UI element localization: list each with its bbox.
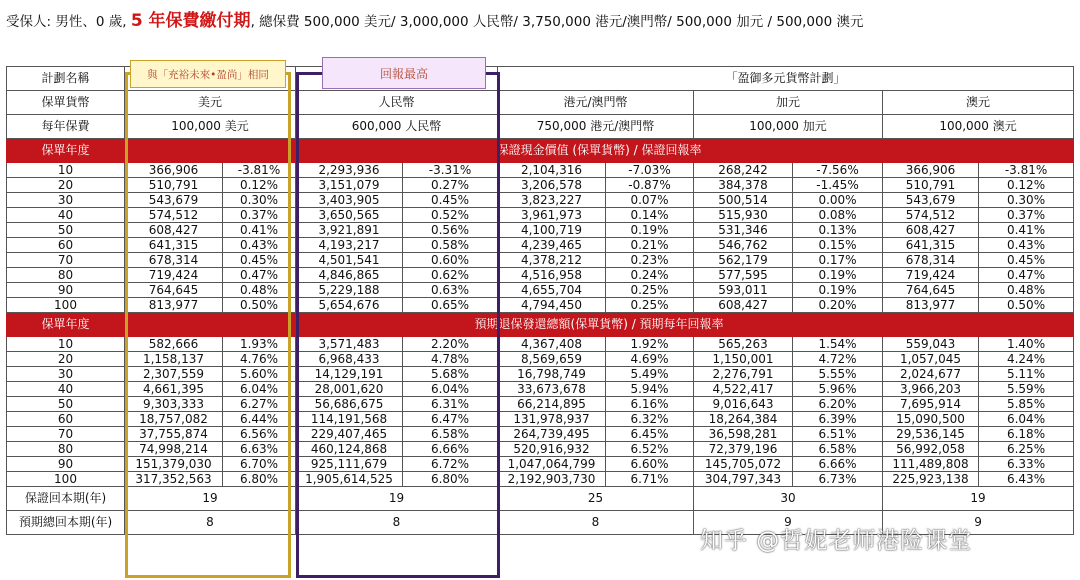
rate-cell: 6.25% xyxy=(979,442,1074,457)
amount-cell: 1,057,045 xyxy=(883,352,979,367)
currency-cad: 加元 xyxy=(694,91,883,115)
amount-cell: 678,314 xyxy=(883,253,979,268)
rate-cell: 0.37% xyxy=(979,208,1074,223)
rate-cell: 6.04% xyxy=(403,382,498,397)
policy-year-cell: 90 xyxy=(7,457,125,472)
premium-hkd: 750,000 港元/澳門幣 xyxy=(498,115,694,139)
amount-cell: 719,424 xyxy=(125,268,223,283)
amount-cell: 460,124,868 xyxy=(296,442,403,457)
currency-rmb: 人民幣 xyxy=(296,91,498,115)
expected-row xyxy=(7,382,1074,397)
rate-cell: 6.31% xyxy=(403,397,498,412)
amount-cell: 608,427 xyxy=(694,298,793,313)
expected-row xyxy=(7,352,1074,367)
amount-cell: 4,516,958 xyxy=(498,268,606,283)
rate-cell: 5.85% xyxy=(979,397,1074,412)
policy-year-cell: 30 xyxy=(7,193,125,208)
rate-cell: 5.68% xyxy=(403,367,498,382)
amount-cell: 593,011 xyxy=(694,283,793,298)
policy-year-cell: 100 xyxy=(7,298,125,313)
amount-cell: 562,179 xyxy=(694,253,793,268)
amount-cell: 515,930 xyxy=(694,208,793,223)
amount-cell: 7,695,914 xyxy=(883,397,979,412)
currency-aud: 澳元 xyxy=(883,91,1074,115)
amount-cell: 520,916,932 xyxy=(498,442,606,457)
amount-cell: 264,739,495 xyxy=(498,427,606,442)
expected-breakeven-value: 9 xyxy=(694,511,883,535)
section-expected-title: 預期退保發還總額(保單貨幣) / 預期每年回報率 xyxy=(125,313,1074,337)
amount-cell: 574,512 xyxy=(125,208,223,223)
amount-cell: 543,679 xyxy=(125,193,223,208)
rate-cell: 0.30% xyxy=(979,193,1074,208)
rate-cell: 4.72% xyxy=(793,352,883,367)
plan-name-value: 「盈御多元貨幣計劃」 xyxy=(498,67,1074,91)
amount-cell: 304,797,343 xyxy=(694,472,793,487)
currency-hkd: 港元/澳門幣 xyxy=(498,91,694,115)
policy-year-cell: 20 xyxy=(7,352,125,367)
expected-breakeven-value: 8 xyxy=(125,511,296,535)
rate-cell: 0.60% xyxy=(403,253,498,268)
amount-cell: 145,705,072 xyxy=(694,457,793,472)
rate-cell: 6.71% xyxy=(606,472,694,487)
premium-label: 每年保費 xyxy=(7,115,125,139)
rate-cell: 0.43% xyxy=(979,238,1074,253)
amount-cell: 56,992,058 xyxy=(883,442,979,457)
policy-year-cell: 20 xyxy=(7,178,125,193)
amount-cell: 28,001,620 xyxy=(296,382,403,397)
rate-cell: 4.78% xyxy=(403,352,498,367)
expected-row xyxy=(7,397,1074,412)
rate-cell: 0.41% xyxy=(979,223,1074,238)
amount-cell: 3,961,973 xyxy=(498,208,606,223)
amount-cell: 719,424 xyxy=(883,268,979,283)
guaranteed-breakeven-row xyxy=(7,487,1074,511)
rate-cell: 5.55% xyxy=(793,367,883,382)
policy-year-cell: 50 xyxy=(7,397,125,412)
amount-cell: 510,791 xyxy=(125,178,223,193)
policy-year-cell: 10 xyxy=(7,337,125,352)
premium-rmb: 600,000 人民幣 xyxy=(296,115,498,139)
rate-cell: 0.07% xyxy=(606,193,694,208)
expected-row xyxy=(7,337,1074,352)
amount-cell: 225,923,138 xyxy=(883,472,979,487)
amount-cell: 4,846,865 xyxy=(296,268,403,283)
amount-cell: 3,823,227 xyxy=(498,193,606,208)
rate-cell: -3.81% xyxy=(223,163,296,178)
amount-cell: 2,293,936 xyxy=(296,163,403,178)
insured-summary xyxy=(6,6,863,31)
rate-cell: 0.56% xyxy=(403,223,498,238)
rate-cell: 0.14% xyxy=(606,208,694,223)
amount-cell: 608,427 xyxy=(125,223,223,238)
expected-row xyxy=(7,442,1074,457)
rate-cell: 6.18% xyxy=(979,427,1074,442)
rate-cell: 0.12% xyxy=(223,178,296,193)
rate-cell: 6.47% xyxy=(403,412,498,427)
rate-cell: 6.80% xyxy=(403,472,498,487)
rate-cell: 6.58% xyxy=(403,427,498,442)
rate-cell: 0.21% xyxy=(606,238,694,253)
rate-cell: 6.27% xyxy=(223,397,296,412)
guaranteed-breakeven-value: 19 xyxy=(296,487,498,511)
rate-cell: 6.80% xyxy=(223,472,296,487)
guaranteed-row xyxy=(7,268,1074,283)
amount-cell: 317,352,563 xyxy=(125,472,223,487)
rate-cell: 0.19% xyxy=(793,268,883,283)
expected-row xyxy=(7,427,1074,442)
rate-cell: 0.19% xyxy=(793,283,883,298)
amount-cell: 8,569,659 xyxy=(498,352,606,367)
amount-cell: 9,303,333 xyxy=(125,397,223,412)
amount-cell: 3,966,203 xyxy=(883,382,979,397)
rate-cell: 5.49% xyxy=(606,367,694,382)
same-as-plan-tag: 與「充裕未來•盈尚」相同 xyxy=(130,60,286,88)
rate-cell: 0.12% xyxy=(979,178,1074,193)
amount-cell: 546,762 xyxy=(694,238,793,253)
amount-cell: 574,512 xyxy=(883,208,979,223)
guaranteed-row xyxy=(7,238,1074,253)
premium-row xyxy=(7,115,1074,139)
amount-cell: 1,150,001 xyxy=(694,352,793,367)
rate-cell: 0.62% xyxy=(403,268,498,283)
amount-cell: 764,645 xyxy=(125,283,223,298)
rate-cell: -7.03% xyxy=(606,163,694,178)
guaranteed-breakeven-label: 保證回本期(年) xyxy=(7,487,125,511)
amount-cell: 14,129,191 xyxy=(296,367,403,382)
rate-cell: 6.70% xyxy=(223,457,296,472)
amount-cell: 764,645 xyxy=(883,283,979,298)
amount-cell: 1,158,137 xyxy=(125,352,223,367)
amount-cell: 582,666 xyxy=(125,337,223,352)
rate-cell: 5.60% xyxy=(223,367,296,382)
rate-cell: 6.20% xyxy=(793,397,883,412)
rate-cell: 6.16% xyxy=(606,397,694,412)
amount-cell: 3,571,483 xyxy=(296,337,403,352)
amount-cell: 6,968,433 xyxy=(296,352,403,367)
expected-row xyxy=(7,457,1074,472)
rate-cell: 6.60% xyxy=(606,457,694,472)
guaranteed-row xyxy=(7,298,1074,313)
expected-row xyxy=(7,412,1074,427)
amount-cell: 5,229,188 xyxy=(296,283,403,298)
policy-year-cell: 70 xyxy=(7,253,125,268)
policy-year-cell: 30 xyxy=(7,367,125,382)
rate-cell: 4.76% xyxy=(223,352,296,367)
rate-cell: 0.15% xyxy=(793,238,883,253)
guaranteed-row xyxy=(7,163,1074,178)
amount-cell: 925,111,679 xyxy=(296,457,403,472)
rate-cell: -0.87% xyxy=(606,178,694,193)
guaranteed-row xyxy=(7,208,1074,223)
amount-cell: 641,315 xyxy=(883,238,979,253)
rate-cell: 4.69% xyxy=(606,352,694,367)
rate-cell: 1.93% xyxy=(223,337,296,352)
amount-cell: 3,151,079 xyxy=(296,178,403,193)
guaranteed-breakeven-value: 19 xyxy=(125,487,296,511)
amount-cell: 2,276,791 xyxy=(694,367,793,382)
amount-cell: 15,090,500 xyxy=(883,412,979,427)
amount-cell: 18,757,082 xyxy=(125,412,223,427)
amount-cell: 4,239,465 xyxy=(498,238,606,253)
rate-cell: 0.24% xyxy=(606,268,694,283)
currency-usd: 美元 xyxy=(125,91,296,115)
section-expected-year-label: 保單年度 xyxy=(7,313,125,337)
amount-cell: 4,522,417 xyxy=(694,382,793,397)
rate-cell: 6.72% xyxy=(403,457,498,472)
rate-cell: 0.52% xyxy=(403,208,498,223)
amount-cell: 4,367,408 xyxy=(498,337,606,352)
amount-cell: 2,024,677 xyxy=(883,367,979,382)
section-guaranteed-title: 保證現金價值 (保單貨幣) / 保證回報率 xyxy=(125,139,1074,163)
amount-cell: 4,794,450 xyxy=(498,298,606,313)
amount-cell: 641,315 xyxy=(125,238,223,253)
rate-cell: 0.65% xyxy=(403,298,498,313)
rate-cell: 6.52% xyxy=(606,442,694,457)
amount-cell: 4,655,704 xyxy=(498,283,606,298)
amount-cell: 384,378 xyxy=(694,178,793,193)
guaranteed-row xyxy=(7,253,1074,268)
rate-cell: -1.45% xyxy=(793,178,883,193)
amount-cell: 4,378,212 xyxy=(498,253,606,268)
amount-cell: 543,679 xyxy=(883,193,979,208)
payment-term-highlight: 5 年保費繳付期 xyxy=(130,11,251,31)
policy-year-cell: 60 xyxy=(7,238,125,253)
amount-cell: 56,686,675 xyxy=(296,397,403,412)
rate-cell: -7.56% xyxy=(793,163,883,178)
amount-cell: 37,755,874 xyxy=(125,427,223,442)
rate-cell: 0.19% xyxy=(606,223,694,238)
amount-cell: 18,264,384 xyxy=(694,412,793,427)
rate-cell: 6.73% xyxy=(793,472,883,487)
rate-cell: 0.47% xyxy=(223,268,296,283)
policy-year-cell: 80 xyxy=(7,268,125,283)
amount-cell: 66,214,895 xyxy=(498,397,606,412)
amount-cell: 4,100,719 xyxy=(498,223,606,238)
rate-cell: 0.23% xyxy=(606,253,694,268)
rate-cell: 4.24% xyxy=(979,352,1074,367)
zhihu-watermark: 知乎 @哲妮老师港险课堂 xyxy=(700,528,973,554)
amount-cell: 151,379,030 xyxy=(125,457,223,472)
amount-cell: 4,501,541 xyxy=(296,253,403,268)
rate-cell: 6.43% xyxy=(979,472,1074,487)
rate-cell: 0.50% xyxy=(979,298,1074,313)
policy-year-cell: 10 xyxy=(7,163,125,178)
amount-cell: 813,977 xyxy=(125,298,223,313)
rate-cell: 0.45% xyxy=(223,253,296,268)
rate-cell: 6.04% xyxy=(223,382,296,397)
amount-cell: 33,673,678 xyxy=(498,382,606,397)
amount-cell: 29,536,145 xyxy=(883,427,979,442)
amount-cell: 577,595 xyxy=(694,268,793,283)
amount-cell: 366,906 xyxy=(883,163,979,178)
amount-cell: 3,206,578 xyxy=(498,178,606,193)
rate-cell: 0.17% xyxy=(793,253,883,268)
plan-name-label: 計劃名稱 xyxy=(7,67,125,91)
guaranteed-row xyxy=(7,193,1074,208)
amount-cell: 72,379,196 xyxy=(694,442,793,457)
amount-cell: 2,307,559 xyxy=(125,367,223,382)
amount-cell: 608,427 xyxy=(883,223,979,238)
amount-cell: 3,650,565 xyxy=(296,208,403,223)
rate-cell: 6.39% xyxy=(793,412,883,427)
expected-breakeven-label: 預期總回本期(年) xyxy=(7,511,125,535)
amount-cell: 565,263 xyxy=(694,337,793,352)
rate-cell: 0.41% xyxy=(223,223,296,238)
rate-cell: 0.13% xyxy=(793,223,883,238)
guaranteed-breakeven-value: 19 xyxy=(883,487,1074,511)
rate-cell: 0.37% xyxy=(223,208,296,223)
amount-cell: 813,977 xyxy=(883,298,979,313)
policy-year-cell: 80 xyxy=(7,442,125,457)
rate-cell: 6.04% xyxy=(979,412,1074,427)
amount-cell: 366,906 xyxy=(125,163,223,178)
section-guaranteed-year-label: 保單年度 xyxy=(7,139,125,163)
rate-cell: 6.56% xyxy=(223,427,296,442)
amount-cell: 500,514 xyxy=(694,193,793,208)
rate-cell: 0.63% xyxy=(403,283,498,298)
plan-comparison-table xyxy=(6,66,1074,535)
amount-cell: 4,661,395 xyxy=(125,382,223,397)
rate-cell: 6.45% xyxy=(606,427,694,442)
amount-cell: 74,998,214 xyxy=(125,442,223,457)
rate-cell: 6.44% xyxy=(223,412,296,427)
premium-cad: 100,000 加元 xyxy=(694,115,883,139)
amount-cell: 111,489,808 xyxy=(883,457,979,472)
rate-cell: 0.45% xyxy=(979,253,1074,268)
rate-cell: -3.81% xyxy=(979,163,1074,178)
policy-year-cell: 40 xyxy=(7,208,125,223)
rate-cell: 0.25% xyxy=(606,298,694,313)
rate-cell: 6.66% xyxy=(403,442,498,457)
guaranteed-row xyxy=(7,223,1074,238)
amount-cell: 510,791 xyxy=(883,178,979,193)
rate-cell: 6.33% xyxy=(979,457,1074,472)
policy-year-cell: 100 xyxy=(7,472,125,487)
amount-cell: 678,314 xyxy=(125,253,223,268)
rate-cell: 5.11% xyxy=(979,367,1074,382)
highest-return-tag: 回報最高 xyxy=(322,57,486,89)
amount-cell: 3,403,905 xyxy=(296,193,403,208)
amount-cell: 1,905,614,525 xyxy=(296,472,403,487)
expected-row xyxy=(7,472,1074,487)
amount-cell: 4,193,217 xyxy=(296,238,403,253)
rate-cell: 6.58% xyxy=(793,442,883,457)
amount-cell: 16,798,749 xyxy=(498,367,606,382)
rate-cell: 5.59% xyxy=(979,382,1074,397)
amount-cell: 531,346 xyxy=(694,223,793,238)
rate-cell: 0.00% xyxy=(793,193,883,208)
rate-cell: 0.43% xyxy=(223,238,296,253)
amount-cell: 5,654,676 xyxy=(296,298,403,313)
guaranteed-row xyxy=(7,283,1074,298)
amount-cell: 3,921,891 xyxy=(296,223,403,238)
rate-cell: 0.20% xyxy=(793,298,883,313)
amount-cell: 2,104,316 xyxy=(498,163,606,178)
rate-cell: 1.40% xyxy=(979,337,1074,352)
rate-cell: 0.48% xyxy=(223,283,296,298)
amount-cell: 1,047,064,799 xyxy=(498,457,606,472)
rate-cell: 6.66% xyxy=(793,457,883,472)
expected-breakeven-value: 8 xyxy=(498,511,694,535)
amount-cell: 229,407,465 xyxy=(296,427,403,442)
expected-breakeven-value: 8 xyxy=(296,511,498,535)
amount-cell: 36,598,281 xyxy=(694,427,793,442)
amount-cell: 114,191,568 xyxy=(296,412,403,427)
premium-usd: 100,000 美元 xyxy=(125,115,296,139)
rate-cell: 5.94% xyxy=(606,382,694,397)
rate-cell: 0.25% xyxy=(606,283,694,298)
rate-cell: 5.96% xyxy=(793,382,883,397)
rate-cell: 2.20% xyxy=(403,337,498,352)
rate-cell: 0.47% xyxy=(979,268,1074,283)
rate-cell: 1.92% xyxy=(606,337,694,352)
rate-cell: 0.58% xyxy=(403,238,498,253)
currency-row xyxy=(7,91,1074,115)
rate-cell: 6.32% xyxy=(606,412,694,427)
policy-year-cell: 90 xyxy=(7,283,125,298)
amount-cell: 559,043 xyxy=(883,337,979,352)
guaranteed-row xyxy=(7,178,1074,193)
rate-cell: -3.31% xyxy=(403,163,498,178)
rate-cell: 6.51% xyxy=(793,427,883,442)
rate-cell: 0.50% xyxy=(223,298,296,313)
amount-cell: 9,016,643 xyxy=(694,397,793,412)
policy-year-cell: 50 xyxy=(7,223,125,238)
amount-cell: 131,978,937 xyxy=(498,412,606,427)
section-expected-header xyxy=(7,313,1074,337)
expected-breakeven-value: 9 xyxy=(883,511,1074,535)
policy-year-cell: 40 xyxy=(7,382,125,397)
rate-cell: 6.63% xyxy=(223,442,296,457)
rate-cell: 0.30% xyxy=(223,193,296,208)
section-guaranteed-header xyxy=(7,139,1074,163)
amount-cell: 2,192,903,730 xyxy=(498,472,606,487)
rate-cell: 0.48% xyxy=(979,283,1074,298)
currency-label: 保單貨幣 xyxy=(7,91,125,115)
rate-cell: 0.45% xyxy=(403,193,498,208)
summary-suffix: , 總保費 500,000 美元/ 3,000,000 人民幣/ 3,750,000 港元/澳門幣/ 500,000 加元 / 500,000 澳元 xyxy=(250,14,864,30)
premium-aud: 100,000 澳元 xyxy=(883,115,1074,139)
policy-year-cell: 60 xyxy=(7,412,125,427)
rate-cell: 0.08% xyxy=(793,208,883,223)
expected-row xyxy=(7,367,1074,382)
policy-year-cell: 70 xyxy=(7,427,125,442)
rate-cell: 1.54% xyxy=(793,337,883,352)
guaranteed-breakeven-value: 25 xyxy=(498,487,694,511)
amount-cell: 268,242 xyxy=(694,163,793,178)
guaranteed-breakeven-value: 30 xyxy=(694,487,883,511)
summary-prefix: 受保人: 男性、0 歲, xyxy=(6,14,127,30)
rate-cell: 0.27% xyxy=(403,178,498,193)
